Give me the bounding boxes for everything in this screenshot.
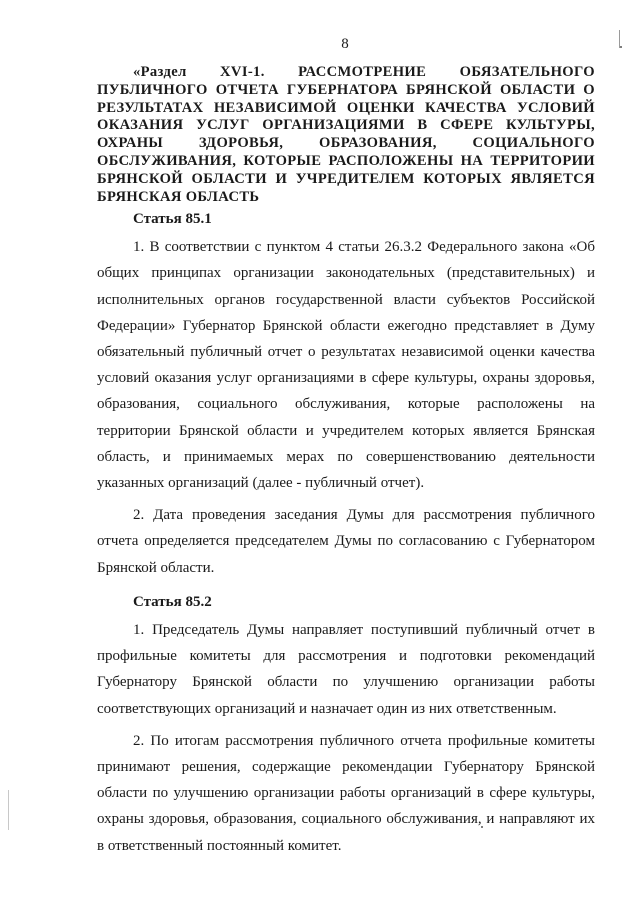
section-heading xyxy=(97,64,595,206)
document-body xyxy=(97,206,595,865)
scan-edge-mark xyxy=(8,790,9,830)
article-title: Статья 85.1 xyxy=(133,211,212,227)
article-paragraph: 1. В соответствии с пунктом 4 статьи 26.3.2 Федерального закона «Об общих принципах организации законодательных (представительных) и исполнительных органов государственной власти субъектов Российской Федерации» Губернатор Брянской области ежегодно представляет в Думу обязательный публичный отчет о результатах независимой оценки качества условий оказания услуг организациями в сфере культуры, охраны здоровья, образования, социального обслуживания, которые расположены на территории Брянской области и учредителем которых является Брянская область, и принимаемых мерах по совершенствованию деятельности указанных организаций (далее - публичный отчет). xyxy=(97,239,595,492)
article-paragraph: 1. Председатель Думы направляет поступивший публичный отчет в профильные комитеты для рассмотрения и подготовки рекомендаций Губернатору Брянской области по улучшению организации работы соответствующих организаций и назначает один из них ответственным. xyxy=(97,622,595,717)
article-paragraph: 2. По итогам рассмотрения публичного отчета профильные комитеты принимают решения, содержащие рекомендации Губернатору Брянской области по улучшению организации работы организаций в сфере культуры, охраны здоровья, образования, социального обслуживания, и направляют их в ответственный постоянный комитет. xyxy=(97,732,595,854)
section-heading-lead: «Раздел XVI-1. xyxy=(133,64,265,80)
page-number: 8 xyxy=(341,36,349,52)
section-heading-text: РАССМОТРЕНИЕ ОБЯЗАТЕЛЬНОГО ПУБЛИЧНОГО ОТЧЕТА ГУБЕРНАТОРА БРЯНСКОЙ ОБЛАСТИ О РЕЗУЛЬТАТАХ НЕЗАВИСИМОЙ ОЦЕНКИ КАЧЕСТВА УСЛОВИЙ ОКАЗАНИЯ УСЛУГ ОРГАНИЗАЦИЯМИ В СФЕРЕ КУЛЬТУРЫ, ОХРАНЫ ЗДОРОВЬЯ, ОБРАЗОВАНИЯ, СОЦИАЛЬНОГО ОБСЛУЖИВАНИЯ, КОТОРЫЕ РАСПОЛОЖЕНЫ НА ТЕРРИТОРИИ БРЯНСКОЙ ОБЛАСТИ И УЧРЕДИТЕЛЕМ КОТОРЫХ ЯВЛЯЕТСЯ БРЯНСКАЯ ОБЛАСТЬ xyxy=(97,64,595,205)
article-title: Статья 85.2 xyxy=(133,593,212,610)
article-paragraph: 2. Дата проведения заседания Думы для рассмотрения публичного отчета определяется председателем Думы по согласованию с Губернатором Брянской области. xyxy=(97,507,595,576)
